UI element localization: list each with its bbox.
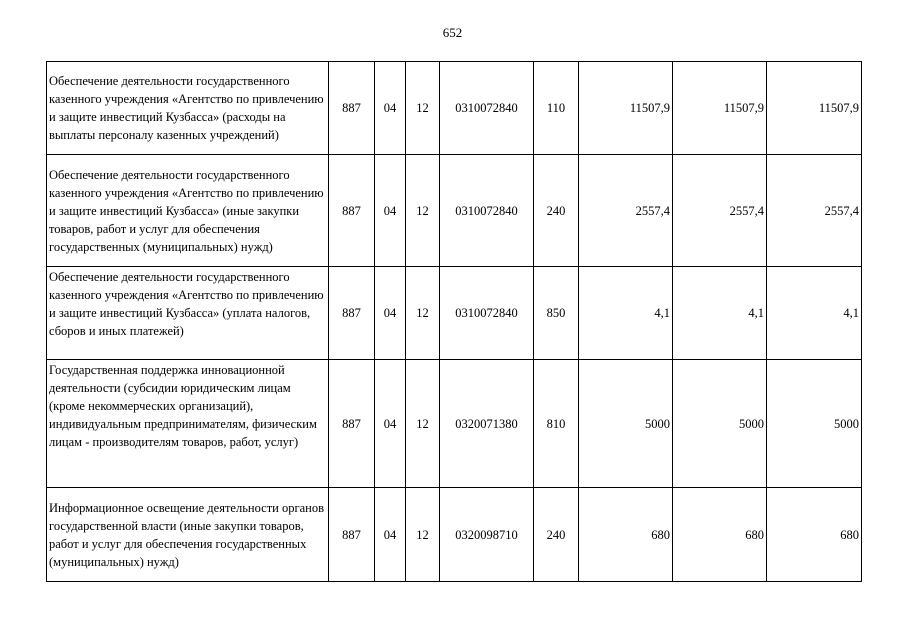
amount-1: 5000 xyxy=(579,360,673,488)
amount-2: 11507,9 xyxy=(673,62,767,155)
amount-3: 11507,9 xyxy=(767,62,862,155)
row-description: Государственная поддержка инновационной деятельности (субсидии юридическим лицам (кроме некоммерческих организаций), индивидуальным предпринимателям, физическим лицам - производителям товаров, работ, услуг) xyxy=(47,360,329,488)
amount-3: 5000 xyxy=(767,360,862,488)
table-row xyxy=(47,62,862,155)
ministry-code: 887 xyxy=(329,360,375,488)
target-article-code: 0310072840 xyxy=(440,267,534,360)
table-row xyxy=(47,488,862,582)
subsection-code: 12 xyxy=(406,488,440,582)
expense-type-code: 850 xyxy=(534,267,579,360)
amount-1: 680 xyxy=(579,488,673,582)
target-article-code: 0320098710 xyxy=(440,488,534,582)
expense-type-code: 810 xyxy=(534,360,579,488)
subsection-code: 12 xyxy=(406,155,440,267)
target-article-code: 0310072840 xyxy=(440,155,534,267)
amount-1: 2557,4 xyxy=(579,155,673,267)
section-code: 04 xyxy=(375,267,406,360)
amount-1: 11507,9 xyxy=(579,62,673,155)
row-description: Обеспечение деятельности государственного казенного учреждения «Агентство по привлечению и защите инвестиций Кузбасса» (расходы на выплаты персоналу казенных учреждений) xyxy=(47,62,329,155)
subsection-code: 12 xyxy=(406,360,440,488)
amount-3: 4,1 xyxy=(767,267,862,360)
target-article-code: 0320071380 xyxy=(440,360,534,488)
amount-1: 4,1 xyxy=(579,267,673,360)
amount-2: 2557,4 xyxy=(673,155,767,267)
amount-3: 680 xyxy=(767,488,862,582)
ministry-code: 887 xyxy=(329,488,375,582)
target-article-code: 0310072840 xyxy=(440,62,534,155)
ministry-code: 887 xyxy=(329,155,375,267)
section-code: 04 xyxy=(375,155,406,267)
table-row xyxy=(47,155,862,267)
page-number: 652 xyxy=(442,25,463,40)
section-code: 04 xyxy=(375,62,406,155)
subsection-code: 12 xyxy=(406,267,440,360)
table-row xyxy=(47,267,862,360)
row-description: Обеспечение деятельности государственного казенного учреждения «Агентство по привлечению и защите инвестиций Кузбасса» (уплата налогов, сборов и иных платежей) xyxy=(47,267,329,360)
ministry-code: 887 xyxy=(329,267,375,360)
row-description: Обеспечение деятельности государственного казенного учреждения «Агентство по привлечению и защите инвестиций Кузбасса» (иные закупки товаров, работ и услуг для обеспечения государственных (муниципальных) нужд) xyxy=(47,155,329,267)
ministry-code: 887 xyxy=(329,62,375,155)
expense-type-code: 240 xyxy=(534,155,579,267)
subsection-code: 12 xyxy=(406,62,440,155)
expense-type-code: 110 xyxy=(534,62,579,155)
section-code: 04 xyxy=(375,360,406,488)
section-code: 04 xyxy=(375,488,406,582)
row-description: Информационное освещение деятельности органов государственной власти (иные закупки товаров, работ и услуг для обеспечения государственных (муниципальных) нужд) xyxy=(47,488,329,582)
expense-type-code: 240 xyxy=(534,488,579,582)
budget-table xyxy=(46,61,862,582)
amount-2: 5000 xyxy=(673,360,767,488)
amount-2: 680 xyxy=(673,488,767,582)
table-row xyxy=(47,360,862,488)
amount-3: 2557,4 xyxy=(767,155,862,267)
amount-2: 4,1 xyxy=(673,267,767,360)
